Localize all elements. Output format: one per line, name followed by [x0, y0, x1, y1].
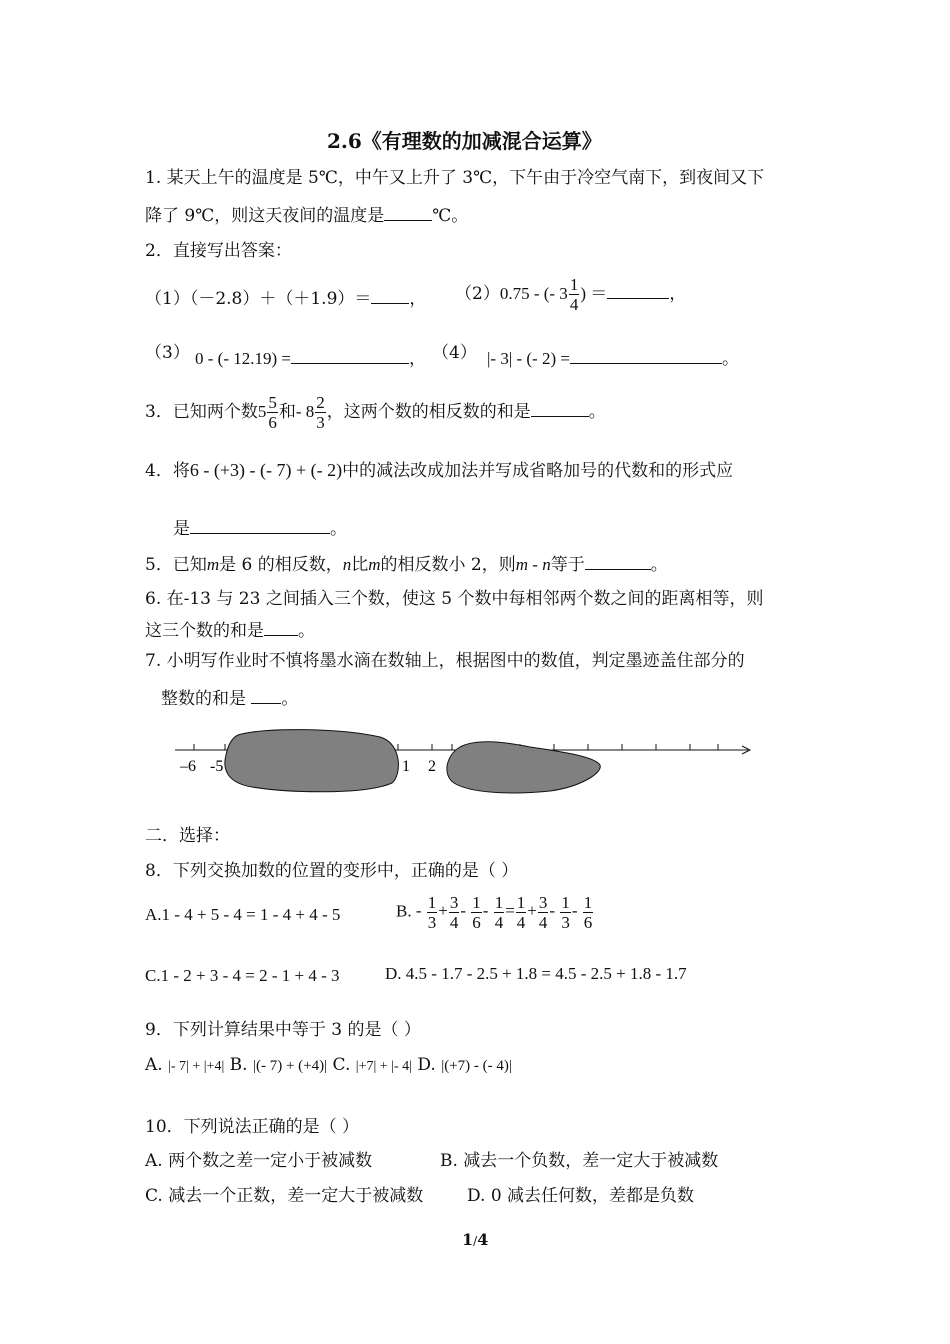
- q10-option-b[interactable]: B. 减去一个负数，差一定大于被减数: [440, 1151, 719, 1171]
- q2-p2-fraction: [569, 276, 580, 313]
- axis-label-minus5: -5: [210, 758, 224, 775]
- q6-line1: 6. 在-13 与 23 之间插入三个数，使这 5 个数中每相邻两个数之间的距离相等，则: [145, 589, 764, 609]
- q5-a: 5．已知: [145, 555, 207, 575]
- q1-answer-blank[interactable]: [384, 204, 432, 221]
- q9-d-expr: |(+7) - (- 4)|: [441, 1058, 512, 1074]
- q5-e: 等于: [550, 555, 585, 575]
- q6-line2-text: 这三个数的和是: [145, 621, 264, 641]
- q5-c: 比: [351, 555, 369, 575]
- q3-blank[interactable]: [531, 400, 589, 417]
- q2-p4-end: 。: [721, 349, 739, 368]
- q2-p2-expr-post: ) ＝: [580, 284, 608, 303]
- q3: [145, 394, 606, 431]
- section-choice: 二．选择：: [145, 826, 230, 846]
- q5-expr: m - n: [515, 555, 551, 574]
- q2-p3-end: ，: [408, 349, 426, 368]
- q2-p2-blank[interactable]: [607, 282, 669, 299]
- q2-part3: [145, 338, 190, 363]
- q2-p1-expr: （－2.8）＋（＋1.9）＝: [189, 289, 372, 309]
- q10-head: 10．下列说法正确的是（ ）: [145, 1117, 360, 1137]
- q7-line2: [161, 684, 298, 709]
- q9-a-label[interactable]: A.: [145, 1055, 163, 1075]
- q7-blank[interactable]: [251, 687, 281, 704]
- q1-line2-text: 降了 9℃，则这天夜间的温度是: [145, 206, 385, 226]
- q2-p3-label: （3）: [145, 343, 190, 363]
- q4-pre: 4．将: [145, 461, 190, 481]
- page-total: 4: [477, 1230, 489, 1249]
- q10-option-a[interactable]: A. 两个数之差一定小于被减数: [145, 1151, 373, 1171]
- q2-part2: [455, 276, 686, 313]
- ink-blot-left: [225, 730, 399, 792]
- axis-label-1: 1: [402, 758, 410, 775]
- q1-line1: 1. 某天上午的温度是 5℃，中午又上升了 3℃，下午由于冷空气南下，到夜间又下: [145, 168, 765, 188]
- number-line-figure: [170, 725, 760, 805]
- q5-blank[interactable]: [585, 553, 651, 570]
- q10-option-d[interactable]: D. 0 减去任何数，差都是负数: [467, 1186, 695, 1206]
- q6-end: 。: [298, 621, 315, 641]
- q3-n2-fraction: [315, 394, 326, 431]
- q9-head: 9．下列计算结果中等于 3 的是（ ）: [145, 1020, 421, 1040]
- q8-option-c[interactable]: C.1 - 2 + 3 - 4 = 2 - 1 + 4 - 3: [145, 966, 340, 985]
- q2-p1-label: （1）: [145, 289, 190, 309]
- page-sep: /: [473, 1234, 478, 1248]
- q6-line2: [145, 616, 315, 641]
- q8-b-expr: - $\frac{1}{3}$ + $\frac{3}{4}$ - $\frac{1}{6}$ - $\frac{1}{4}$ = $\frac{1}{4}$ + $\frac{3}{4}$ - $\frac{1}{3}$ - $\frac{1}{6}$: [415, 893, 593, 932]
- q4-line1: [145, 456, 733, 481]
- q3-n1-den: 6: [268, 413, 277, 432]
- q10-option-c[interactable]: C. 减去一个正数，差一定大于被减数: [145, 1186, 424, 1206]
- q9-d-label[interactable]: D.: [417, 1055, 436, 1075]
- q2-p4-label: （4）: [432, 343, 477, 363]
- q8-option-b[interactable]: [396, 894, 594, 931]
- page-current: 1: [462, 1230, 474, 1249]
- page-title: 2.6《有理数的加减混合运算》: [327, 129, 602, 153]
- q9-a-expr: |- 7| + |+4|: [168, 1059, 225, 1074]
- page-number: [462, 1230, 488, 1249]
- q9-c-label[interactable]: C.: [332, 1055, 351, 1075]
- q3-end: 。: [588, 402, 606, 422]
- q9-b-label[interactable]: B.: [229, 1055, 248, 1075]
- q2-p3-row: [195, 344, 426, 369]
- q4-line2: [173, 514, 347, 539]
- q6-blank[interactable]: [264, 619, 298, 636]
- q1-line2-end: ℃。: [432, 206, 469, 226]
- q4-line2-text: 是: [173, 519, 190, 539]
- q8-head: 8．下列交换加数的位置的变形中，正确的是（ ）: [145, 861, 519, 881]
- q4-blank[interactable]: [190, 517, 330, 534]
- q5-var-n: n: [342, 555, 352, 574]
- q5-end: 。: [650, 555, 668, 575]
- axis-label-2: 2: [428, 758, 436, 775]
- q3-n2-den: 3: [316, 413, 325, 432]
- q2-p2-end: ，: [669, 284, 687, 304]
- q2-p2-label: （2）: [455, 284, 500, 304]
- q2-p4-row: [487, 344, 739, 369]
- q2-p2-expr-pre: 0.75 - (- 3: [499, 284, 568, 303]
- q8-option-a[interactable]: A.1 - 4 + 5 - 4 = 1 - 4 + 4 - 5: [145, 905, 341, 924]
- q8-b-label: B.: [396, 901, 412, 921]
- q5-var-m: m: [206, 555, 220, 574]
- q2-p4-expr: |- 3| - (- 2) =: [487, 349, 570, 368]
- q3-mid: 和: [278, 402, 296, 422]
- q8-option-d[interactable]: D. 4.5 - 1.7 - 2.5 + 1.8 = 4.5 - 2.5 + 1.8 - 1.7: [385, 964, 687, 983]
- q2-part4: [432, 338, 477, 363]
- q3-n1-whole: 5: [257, 402, 267, 421]
- q2-part1: [145, 284, 426, 309]
- q2-head: 2．直接写出答案：: [145, 241, 292, 261]
- q2-p3-expr: 0 - (- 12.19) =: [195, 349, 291, 368]
- q9-c-expr: |+7| + |- 4|: [355, 1059, 412, 1074]
- q7-line1: 7. 小明写作业时不慎将墨水滴在数轴上，根据图中的数值，判定墨迹盖住部分的: [145, 651, 745, 671]
- q4-end: 。: [330, 519, 347, 539]
- q7-line2-text: 整数的和是: [161, 689, 252, 709]
- q2-p2-frac-num: 1: [569, 275, 579, 294]
- q1-line2: [145, 201, 468, 226]
- q2-p3-blank[interactable]: [291, 347, 409, 364]
- q4-post: 中的减法改成加法并写成省略加号的代数和的形式应: [342, 461, 734, 481]
- ink-blot-right: [447, 742, 600, 793]
- q3-n1-fraction: [267, 394, 278, 431]
- q5-d: 的相反数小 2，则: [380, 555, 516, 575]
- q5-b: 是 6 的相反数，: [219, 555, 343, 575]
- q4-expr: 6 - (+3) - (- 7) + (- 2): [189, 460, 343, 480]
- q7-end: 。: [281, 689, 299, 709]
- q2-p1-blank[interactable]: [371, 287, 409, 304]
- q3-pre: 3．已知两个数: [145, 402, 258, 422]
- q2-p1-end: ，: [409, 289, 427, 309]
- q2-p2-frac-den: 4: [569, 295, 579, 314]
- q5-var-m2: m: [368, 555, 381, 574]
- q9-options: [145, 1055, 512, 1075]
- q5: [145, 550, 668, 575]
- q3-n1-num: 5: [268, 393, 277, 412]
- q2-p4-blank[interactable]: [570, 347, 722, 364]
- q3-n2-num: 2: [316, 393, 325, 412]
- q3-n2-whole: - 8: [295, 402, 315, 421]
- q9-b-expr: |(- 7) + (+4)|: [252, 1058, 328, 1074]
- axis-label-minus6: –6: [180, 758, 196, 775]
- q3-post: ，这两个数的相反数的和是: [326, 402, 531, 422]
